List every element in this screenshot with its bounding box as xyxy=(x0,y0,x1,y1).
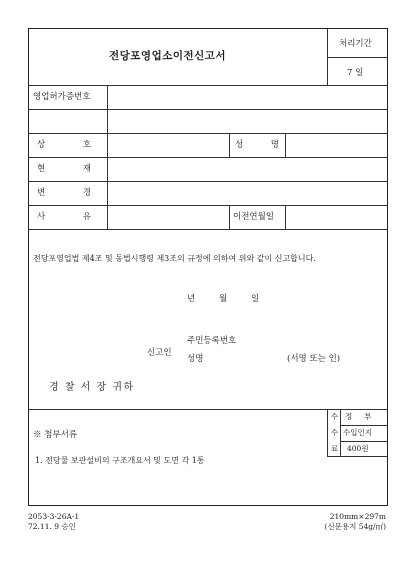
report-form xyxy=(28,28,388,506)
reporter-name-label: 성명 xyxy=(187,354,204,364)
trade-name-label: 상 호 xyxy=(37,140,91,150)
signature-note: (서명 또는 인) xyxy=(287,354,341,364)
processing-period-value: 7 일 xyxy=(347,68,364,78)
declaration-statement: 전당포영업법 제4조 및 동법시행령 제3조의 규정에 의하여 위와 같이 신고합니다. xyxy=(33,254,316,263)
stamp-label-1: 수 xyxy=(331,412,339,421)
approval-date: 72.11. 9 승인 xyxy=(28,522,76,531)
stamp-label-2: 수 xyxy=(331,428,339,437)
change-label: 변 경 xyxy=(37,188,91,198)
reporter-label: 신고인 xyxy=(147,348,172,358)
date-year: 년 xyxy=(187,294,196,304)
form-title: 전당포영업소이전신고서 xyxy=(109,50,227,62)
form-code: 2053-3-26A-1 xyxy=(28,512,80,521)
processing-period-label: 처리기간 xyxy=(339,39,372,49)
reason-label: 사 유 xyxy=(37,212,91,222)
resident-number-label: 주민등록번호 xyxy=(187,336,237,346)
recipient: 경 찰 서 장 귀하 xyxy=(49,382,135,393)
stamp-fee-amount: 400원 xyxy=(347,444,369,453)
current-label: 현 재 xyxy=(37,164,91,174)
paper-type: (신문용지 54g/㎡) xyxy=(324,522,386,531)
attachment-item: 1. 전당물 보관설비의 구조개요서 및 도면 각 1통 xyxy=(35,456,205,465)
license-number-label: 영업허가증번호 xyxy=(33,92,91,102)
attachments-title: ※ 첨부서류 xyxy=(33,430,78,440)
date-day: 일 xyxy=(251,294,260,304)
stamp-government: 정 부 xyxy=(345,412,372,421)
move-date-label: 이전연월일 xyxy=(233,212,275,222)
revenue-stamp-box xyxy=(327,409,387,457)
date-month: 월 xyxy=(219,294,228,304)
name-label: 성 명 xyxy=(235,140,279,150)
stamp-label-3: 료 xyxy=(331,444,339,453)
stamp-revenue-stamp: 수입인지 xyxy=(343,428,372,437)
paper-size: 210mm×297m xyxy=(329,512,386,521)
